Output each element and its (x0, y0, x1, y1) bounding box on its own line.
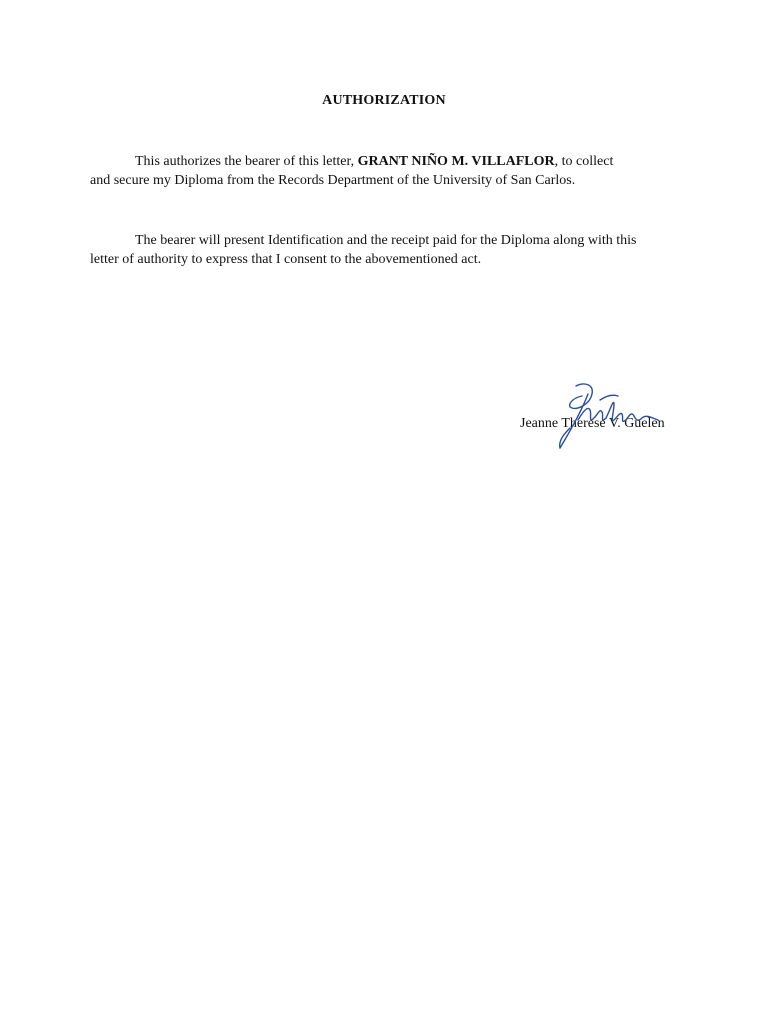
paragraph-text: , to collect (554, 154, 614, 169)
paragraph-line (90, 152, 680, 171)
handwritten-signature (548, 380, 668, 452)
signer-name: Jeanne Therese V. Guelen (520, 416, 665, 431)
paragraph-text: This authorizes the bearer of this letter, (135, 154, 358, 169)
paragraph-line: and secure my Diploma from the Records Department of the University of San Carlos. (90, 173, 576, 188)
document-title: AUTHORIZATION (322, 93, 446, 108)
authorization-paragraph (90, 152, 680, 190)
bearer-name: GRANT NIÑO M. VILLAFLOR (357, 154, 555, 169)
consent-paragraph (90, 231, 680, 269)
paragraph-line: letter of authority to express that I consent to the abovementioned act. (90, 252, 482, 267)
paragraph-line: The bearer will present Identification and the receipt paid for the Diploma along with this (135, 233, 637, 248)
